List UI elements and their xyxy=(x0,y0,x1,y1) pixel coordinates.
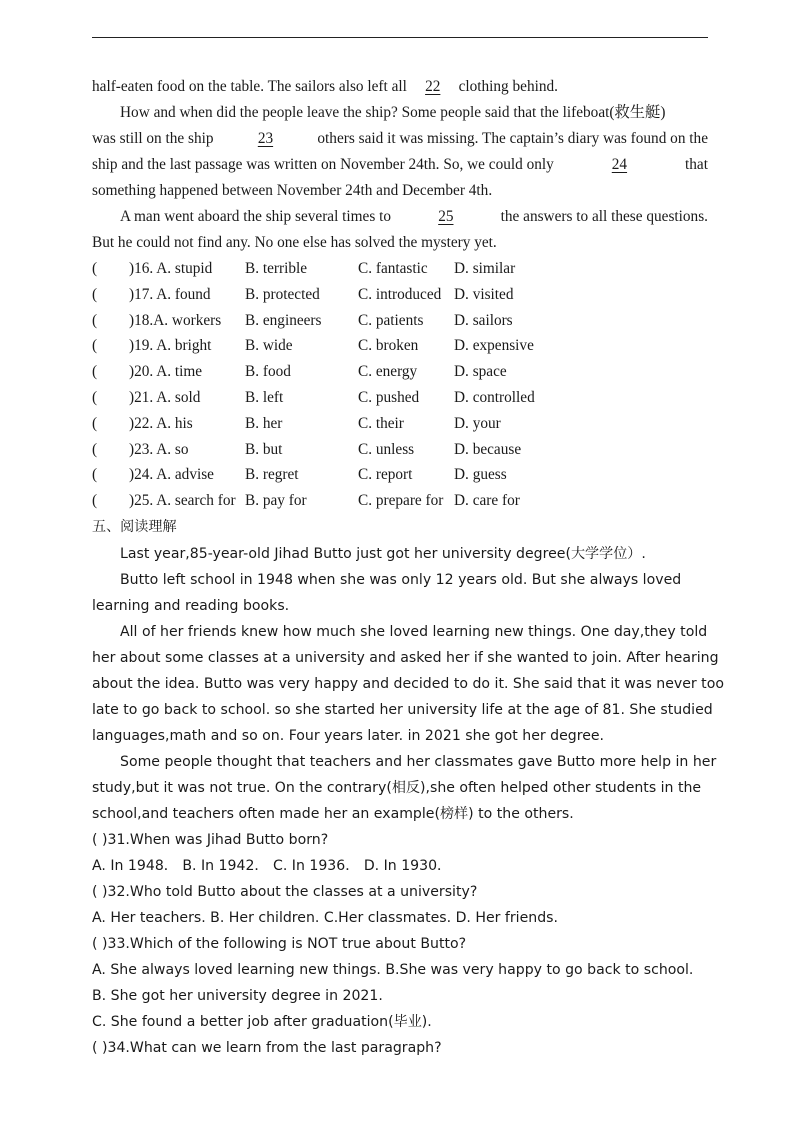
question-option-c: C. fantastic xyxy=(358,260,428,277)
passage-text: others said it was missing. The captain’s diary was found on the xyxy=(317,130,708,147)
question-option-b: B. regret xyxy=(245,466,299,484)
question-option-b: B. pay for xyxy=(245,492,307,510)
question-option-c: C. broken xyxy=(358,337,419,355)
answer-options: B. She got her university degree in 2021. xyxy=(92,988,383,1004)
reading-line: Last year,85-year-old Jihad Butto just got her university degree(大学学位）. xyxy=(120,546,646,562)
header-rule xyxy=(92,37,708,38)
passage-text: the answers to all these questions. xyxy=(500,208,708,225)
reading-line: late to go back to school. so she started her university life at the age of 81. She studied xyxy=(92,702,713,718)
answer-paren: ( xyxy=(92,260,98,277)
passage-text: half-eaten food on the table. The sailors also left all xyxy=(92,78,407,95)
answer-options: C. She found a better job after graduation(毕业). xyxy=(92,1014,432,1030)
passage-line: something happened between November 24th and December 4th. xyxy=(92,182,493,199)
answer-paren: ( xyxy=(92,285,98,303)
reading-line: Some people thought that teachers and her classmates gave Butto more help in her xyxy=(120,754,717,770)
passage-line: But he could not find any. No one else has solved the mystery yet. xyxy=(92,234,497,251)
question-option-c: C. report xyxy=(358,466,413,484)
reading-line: about the idea. Butto was very happy and decided to do it. She said that it was never too xyxy=(92,676,724,692)
question-option-b: B. left xyxy=(245,389,284,406)
answer-paren: ( xyxy=(92,389,98,406)
question-option-d: D. expensive xyxy=(454,337,534,355)
question-option-b: B. wide xyxy=(245,337,293,355)
question-option-a: )25. A. search for xyxy=(129,492,236,510)
answer-paren: ( xyxy=(92,440,98,458)
answer-paren: ( xyxy=(92,337,98,355)
passage-line xyxy=(92,156,708,174)
answer-paren: ( xyxy=(92,466,98,484)
passage-text: clothing behind. xyxy=(458,78,558,95)
question-option-a: )17. A. found xyxy=(129,285,211,303)
question-option-c: C. prepare for xyxy=(358,492,444,510)
reading-line: learning and reading books. xyxy=(92,598,290,614)
question-option-d: D. similar xyxy=(454,260,516,277)
question-option-d: D. visited xyxy=(454,285,514,303)
question-option-d: D. because xyxy=(454,440,522,458)
answer-options: A. Her teachers. B. Her children. C.Her classmates. D. Her friends. xyxy=(92,910,558,926)
question-option-c: C. their xyxy=(358,414,404,432)
question-option-b: B. protected xyxy=(245,285,320,303)
passage-line xyxy=(120,208,708,226)
section-heading: 五、阅读理解 xyxy=(92,519,177,535)
answer-paren: ( xyxy=(92,414,98,432)
question-option-b: B. terrible xyxy=(245,260,308,277)
question-option-d: D. your xyxy=(454,414,501,432)
question-option-b: B. but xyxy=(245,440,283,458)
question-option-d: D. controlled xyxy=(454,389,535,406)
question-option-a: )24. A. advise xyxy=(129,466,214,484)
question-option-a: )20. A. time xyxy=(129,363,203,381)
question-option-a: )21. A. sold xyxy=(129,389,201,406)
blank-24: 24 xyxy=(611,156,628,173)
blank-22: 22 xyxy=(425,78,441,95)
question-stem: ( )31.When was Jihad Butto born? xyxy=(92,832,329,848)
question-option-d: D. space xyxy=(454,363,507,381)
question-option-b: B. engineers xyxy=(245,311,322,329)
reading-line: Butto left school in 1948 when she was only 12 years old. But she always loved xyxy=(120,572,682,588)
reading-line: languages,math and so on. Four years later. in 2021 she got her degree. xyxy=(92,728,605,744)
question-option-a: )22. A. his xyxy=(129,414,193,432)
passage-line xyxy=(92,78,558,96)
passage-line xyxy=(92,130,708,148)
question-option-d: D. sailors xyxy=(454,311,513,329)
reading-line: school,and teachers often made her an example(榜样) to the others. xyxy=(92,806,574,822)
answer-paren: ( xyxy=(92,311,98,329)
passage-line: How and when did the people leave the ship? Some people said that the lifeboat(救生艇) xyxy=(120,104,666,121)
question-option-a: )19. A. bright xyxy=(129,337,212,355)
reading-line: All of her friends knew how much she loved learning new things. One day,they told xyxy=(120,624,708,640)
question-option-c: C. introduced xyxy=(358,285,442,303)
question-stem: ( )34.What can we learn from the last paragraph? xyxy=(92,1040,442,1056)
question-option-b: B. food xyxy=(245,363,291,381)
passage-text: A man went aboard the ship several times to xyxy=(120,208,392,225)
question-option-a: )18.A. workers xyxy=(129,311,222,329)
question-option-c: C. unless xyxy=(358,440,415,458)
question-stem: ( )33.Which of the following is NOT true about Butto? xyxy=(92,936,467,952)
question-option-d: D. care for xyxy=(454,492,520,510)
question-option-d: D. guess xyxy=(454,466,507,484)
reading-line: study,but it was not true. On the contrary(相反),she often helped other students in the xyxy=(92,780,702,796)
question-option-c: C. patients xyxy=(358,311,424,329)
question-option-c: C. pushed xyxy=(358,389,420,406)
question-option-b: B. her xyxy=(245,414,283,432)
question-option-a: )16. A. stupid xyxy=(129,260,213,277)
question-option-c: C. energy xyxy=(358,363,418,381)
question-option-a: )23. A. so xyxy=(129,440,189,458)
answer-paren: ( xyxy=(92,492,98,510)
blank-23: 23 xyxy=(257,130,274,147)
answer-options: A. In 1948． B. In 1942． C. In 1936． D. In 1930． xyxy=(92,858,452,874)
passage-text: was still on the ship xyxy=(92,130,214,147)
question-stem: ( )32.Who told Butto about the classes at a university? xyxy=(92,884,478,900)
passage-text: that xyxy=(685,156,708,173)
reading-line: her about some classes at a university and asked her if she wanted to join. After hearing xyxy=(92,650,719,666)
answer-options: A. She always loved learning new things. B.She was very happy to go back to school. xyxy=(92,962,694,978)
passage-text: ship and the last passage was written on November 24th. So, we could only xyxy=(92,156,554,173)
answer-paren: ( xyxy=(92,363,98,381)
blank-25: 25 xyxy=(438,208,454,225)
